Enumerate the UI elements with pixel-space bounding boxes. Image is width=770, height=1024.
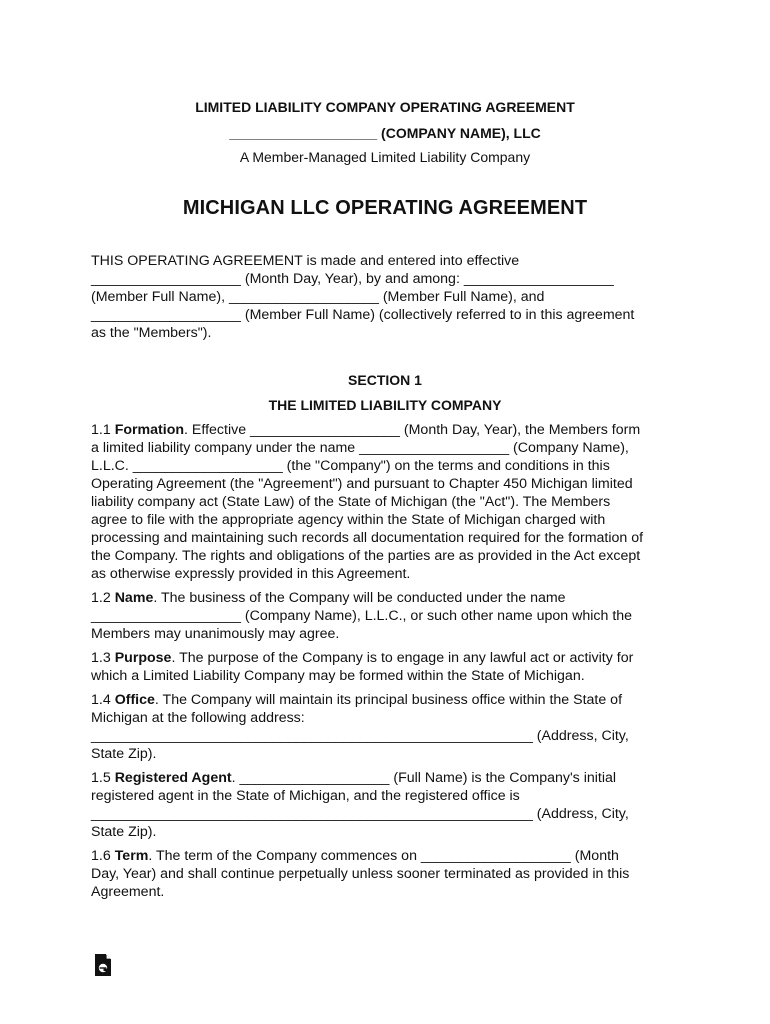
clause-term	[91, 847, 691, 901]
clause-registered-agent	[91, 769, 691, 841]
clause-office	[91, 691, 691, 763]
clause-heading: Purpose	[114, 650, 172, 666]
intro-line: (Member Full Name), ___________________ (Member Full Name), and	[91, 289, 545, 305]
clause-heading: Formation	[114, 422, 185, 438]
clause-text: . ___________________ (Full Name) is the Company's initial	[231, 770, 617, 786]
intro-line: THIS OPERATING AGREEMENT is made and entered into effective	[91, 253, 520, 269]
clause-heading: Office	[114, 692, 155, 708]
clause-text: . The purpose of the Company is to engage in any lawful act or activity for	[171, 650, 634, 666]
clause-name	[91, 589, 691, 643]
clause-number: 1.1	[91, 422, 111, 438]
document-title: MICHIGAN LLC OPERATING AGREEMENT	[182, 197, 588, 219]
clause-first-line	[91, 847, 691, 865]
clause-line: as otherwise expressly provided in this Agreement.	[91, 566, 411, 582]
clause-line: ________________________________________________________ (Address, City,	[91, 806, 629, 822]
clause-line: Members may unanimously may agree.	[91, 626, 340, 642]
header-line-company-name: ___________________ (COMPANY NAME), LLC	[229, 125, 541, 141]
eforms-logo-icon	[93, 953, 113, 977]
clause-number: 1.6	[91, 848, 111, 864]
clause-line: Agreement.	[91, 884, 165, 900]
clause-text: . The term of the Company commences on ___________________ (Month	[148, 848, 619, 864]
clause-text: . The business of the Company will be conducted under the name	[153, 590, 566, 606]
clause-line: L.L.C. ___________________ (the "Company") on the terms and conditions in this	[91, 458, 610, 474]
section-number: SECTION 1	[348, 372, 422, 388]
clause-line: Operating Agreement (the "Agreement") and pursuant to Chapter 450 Michigan limited	[91, 476, 633, 492]
header-line-agreement-type: LIMITED LIABILITY COMPANY OPERATING AGREEMENT	[195, 99, 575, 115]
clause-first-line	[91, 691, 691, 709]
clause-heading: Name	[114, 590, 154, 606]
header-line-company-type: A Member-Managed Limited Liability Company	[239, 149, 531, 165]
clause-line: ___________________ (Company Name), L.L.C., or such other name upon which the	[91, 608, 633, 624]
eforms-logo-svg	[93, 953, 113, 977]
clause-text: . Effective ___________________ (Month Day, Year), the Members form	[184, 422, 641, 438]
clause-text: . The Company will maintain its principal business office within the State of	[154, 692, 623, 708]
clause-first-line	[91, 421, 691, 439]
clause-line: ________________________________________________________ (Address, City,	[91, 728, 629, 744]
clause-line: liability company act (State Law) of the State of Michigan (the "Act"). The Members	[91, 494, 611, 510]
intro-line: as the "Members").	[91, 325, 212, 341]
clause-number: 1.3	[91, 650, 111, 666]
intro-paragraph	[91, 252, 691, 342]
clause-number: 1.4	[91, 692, 111, 708]
clause-first-line	[91, 589, 691, 607]
clause-line: the Company. The rights and obligations of the parties are as provided in the Act except	[91, 548, 641, 564]
clause-line: registered agent in the State of Michigan, and the registered office is	[91, 788, 520, 804]
clause-line: State Zip).	[91, 824, 157, 840]
clause-line: which a Limited Liability Company may be formed within the State of Michigan.	[91, 668, 585, 684]
clause-heading: Registered Agent	[114, 770, 232, 786]
clause-heading: Term	[114, 848, 149, 864]
clause-purpose	[91, 649, 691, 685]
section-title: THE LIMITED LIABILITY COMPANY	[268, 397, 502, 413]
clause-line: a limited liability company under the name ___________________ (Company Name),	[91, 440, 629, 456]
intro-line: ___________________ (Member Full Name) (collectively referred to in this agreement	[91, 307, 635, 323]
clause-line: State Zip).	[91, 746, 157, 762]
clause-first-line	[91, 769, 691, 787]
clause-line: agree to file with the appropriate agency within the State of Michigan charged with	[91, 512, 606, 528]
clause-line: Day, Year) and shall continue perpetually unless sooner terminated as provided in this	[91, 866, 630, 882]
intro-line: ___________________ (Month Day, Year), by and among: ___________________	[91, 271, 614, 287]
clause-number: 1.5	[91, 770, 111, 786]
clause-first-line	[91, 649, 691, 667]
clause-line: Michigan at the following address:	[91, 710, 305, 726]
clause-formation	[91, 421, 691, 583]
clause-number: 1.2	[91, 590, 111, 606]
clause-line: processing and maintaining such records all documentation required for the formation of	[91, 530, 644, 546]
